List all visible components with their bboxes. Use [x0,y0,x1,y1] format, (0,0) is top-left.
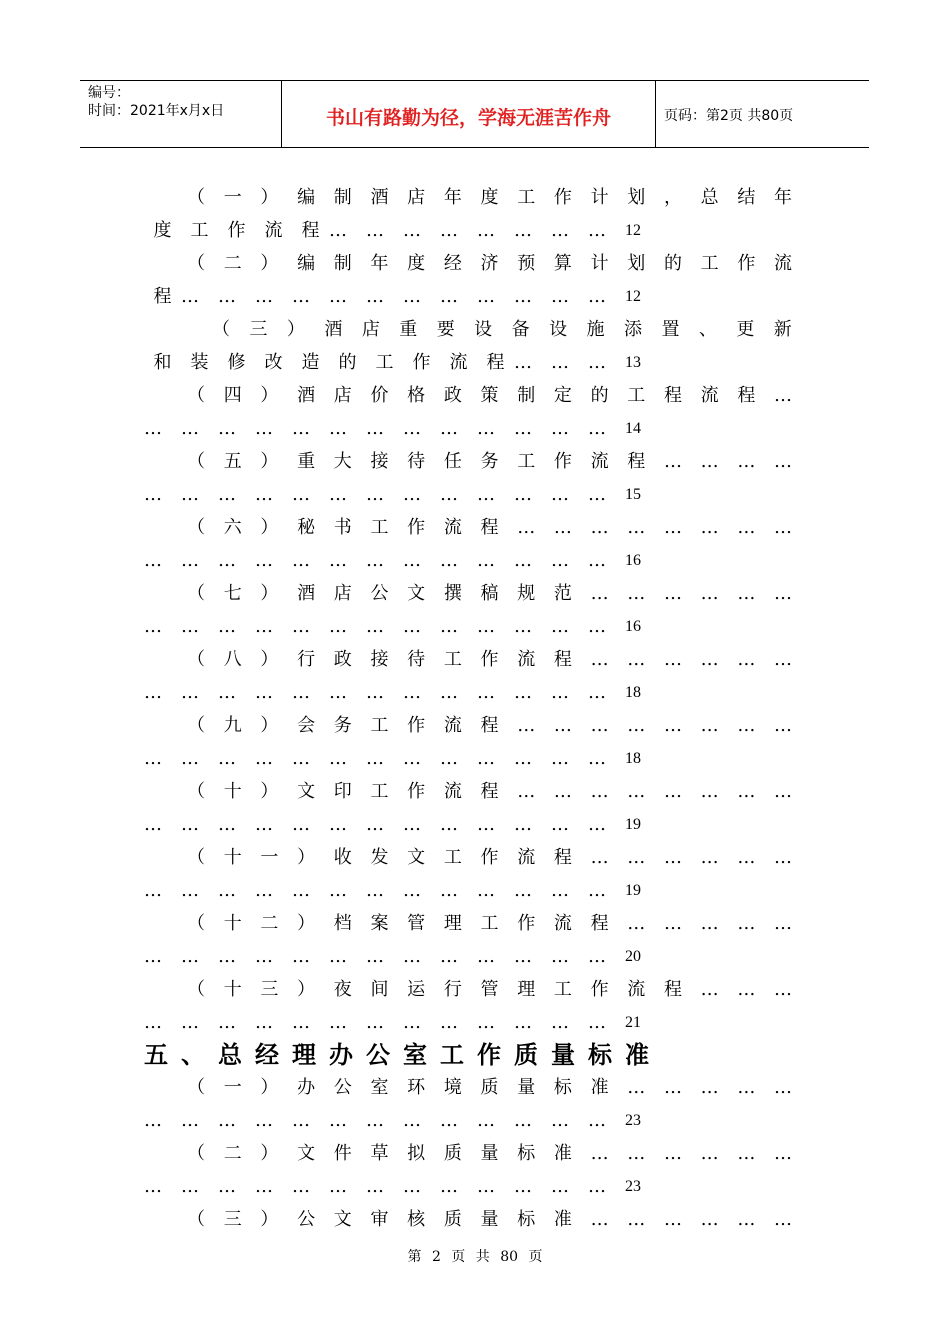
page-indicator: 页码：第2页 共80页 [664,108,794,124]
toc2-entry-1-line2: … … … … … … … … … … … … … 23 [144,1173,792,1201]
toc-page-number: 23 [625,1178,641,1195]
toc-entry-5-line1: （ 六 ） 秘 书 工 作 流 程 … … … … … … … … [187,517,792,538]
toc-page-number: 12 [625,222,641,239]
toc-entry-2-line1: （ 三 ） 酒 店 重 要 设 备 设 施 添 置 、 更 新 [212,319,792,340]
toc2-entry-1-line1: （ 二 ） 文 件 草 拟 质 量 标 准 … … … … … … [187,1143,792,1164]
toc-page-number: 23 [625,1112,641,1129]
toc-entry-3-line2: … … … … … … … … … … … … … 14 [144,415,792,443]
toc-page-number: 13 [625,354,641,371]
toc-entry-7-line1: （ 八 ） 行 政 接 待 工 作 流 程 … … … … … … [187,649,792,670]
serial-label: 编号： [88,85,130,101]
toc-entry-2-line2: 和 装 修 改 造 的 工 作 流 程 … … … 13 [144,349,792,377]
toc-entry-9-line2: … … … … … … … … … … … … … 19 [144,811,792,839]
toc-entry-1-line1: （ 二 ） 编 制 年 度 经 济 预 算 计 划 的 工 作 流 [187,253,792,274]
page-footer: 第 2 页 共 80 页 [407,1249,543,1265]
toc-entry-6-line2: … … … … … … … … … … … … … 16 [144,613,792,641]
toc-entry-11-line1: （ 十 二 ） 档 案 管 理 工 作 流 程 … … … … … [187,913,792,934]
section-heading: 五 、 总 经 理 办 公 室 工 作 质 量 标 准 [144,1041,649,1069]
toc-page-number: 16 [625,552,641,569]
toc2-entry-0-line2: … … … … … … … … … … … … … 23 [144,1107,792,1135]
toc2-entry-0-line1: （ 一 ） 办 公 室 环 境 质 量 标 准 … … … … … [187,1077,792,1098]
toc-entry-12-line1: （ 十 三 ） 夜 间 运 行 管 理 工 作 流 程 … … … [187,979,792,1000]
time-label: 时间：2021年x月x日 [88,103,225,119]
toc-entry-1-line2: 程 … … … … … … … … … … … … 12 [144,283,792,311]
toc-page-number: 18 [625,684,641,701]
toc-entry-7-line2: … … … … … … … … … … … … … 18 [144,679,792,707]
toc-page-number: 21 [625,1014,641,1031]
toc-page-number: 19 [625,882,641,899]
toc-entry-8-line2: … … … … … … … … … … … … … 18 [144,745,792,773]
toc-entry-10-line1: （ 十 一 ） 收 发 文 工 作 流 程 … … … … … … [187,847,792,868]
toc-entry-8-line1: （ 九 ） 会 务 工 作 流 程 … … … … … … … … [187,715,792,736]
toc-page-number: 12 [625,288,641,305]
toc-entry-6-line1: （ 七 ） 酒 店 公 文 撰 稿 规 范 … … … … … … [187,583,792,604]
toc-entry-3-line1: （ 四 ） 酒 店 价 格 政 策 制 定 的 工 程 流 程 … [187,385,792,406]
toc2-entry-2-line1: （ 三 ） 公 文 审 核 质 量 标 准 … … … … … … [187,1209,792,1230]
toc-entry-4-line2: … … … … … … … … … … … … … 15 [144,481,792,509]
toc-entry-9-line1: （ 十 ） 文 印 工 作 流 程 … … … … … … … … [187,781,792,802]
toc-page-number: 16 [625,618,641,635]
toc-entry-0-line1: （ 一 ） 编 制 酒 店 年 度 工 作 计 划 ， 总 结 年 [187,187,792,208]
toc-page-number: 15 [625,486,641,503]
toc-entry-0-line2: 度 工 作 流 程 … … … … … … … … 12 [144,217,792,245]
toc-entry-12-line2: … … … … … … … … … … … … … 21 [144,1009,792,1037]
toc-entry-11-line2: … … … … … … … … … … … … … 20 [144,943,792,971]
toc-entry-10-line2: … … … … … … … … … … … … … 19 [144,877,792,905]
toc-entry-4-line1: （ 五 ） 重 大 接 待 任 务 工 作 流 程 … … … … [187,451,792,472]
motto-text: 书山有路勤为径，学海无涯苦作舟 [325,107,611,129]
toc-entry-5-line2: … … … … … … … … … … … … … 16 [144,547,792,575]
toc-page-number: 18 [625,750,641,767]
toc-page-number: 14 [625,420,641,437]
toc-page-number: 19 [625,816,641,833]
toc-page-number: 20 [625,948,641,965]
